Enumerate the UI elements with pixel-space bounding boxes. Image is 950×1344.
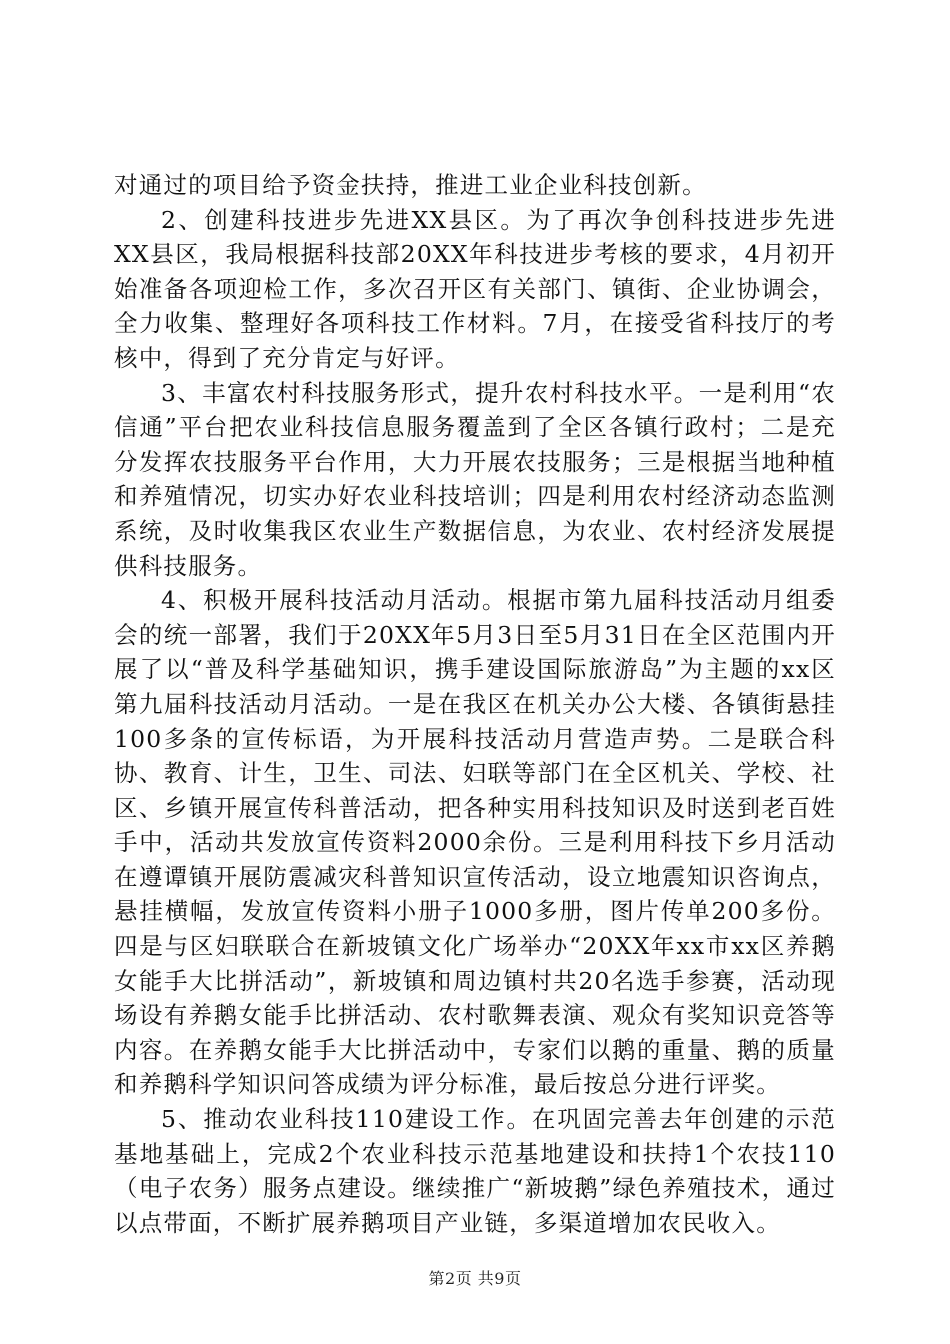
paragraph-continuation: 对通过的项目给予资金扶持，推进工业企业科技创新。 bbox=[114, 171, 707, 199]
paragraph-item-5: 5、推动农业科技110建设工作。在巩固完善去年创建的示范基地基础上，完成2个农业科技示范基地建设和扶持1个农技110（电子农务）服务点建设。继续推广“新坡鹅”绿色养殖技术，通过以点带面，不断扩展养鹅项目产业链，多渠道增加农民收入。 bbox=[114, 1105, 836, 1237]
paragraph-item-4: 4、积极开展科技活动月活动。根据市第九届科技活动月组委会的统一部署，我们于20XX年5月3日至5月31日在全区范围内开展了以“普及科学基础知识，携手建设国际旅游岛”为主题的xx区第九届科技活动月活动。一是在我区在机关办公大楼、各镇街悬挂100多条的宣传标语，为开展科技活动月营造声势。二是联合科协、教育、计生，卫生、司法、妇联等部门在全区机关、学校、社区、乡镇开展宣传科普活动，把各种实用科技知识及时送到老百姓手中，活动共发放宣传资料2000余份。三是利用科技下乡月活动在遵谭镇开展防震减灾科普知识宣传活动，设立地震知识咨询点，悬挂横幅，发放宣传资料小册子1000多册，图片传单200多份。四是与区妇联联合在新坡镇文化广场举办“20XX年xx市xx区养鹅女能手大比拼活动”，新坡镇和周边镇村共20名选手参赛，活动现场设有养鹅女能手比拼活动、农村歌舞表演、观众有奖知识竞答等内容。在养鹅女能手大比拼活动中，专家们以鹅的重量、鹅的质量和养鹅科学知识问答成绩为评分标准，最后按总分进行评奖。 bbox=[114, 586, 836, 1099]
paragraph-item-2: 2、创建科技进步先进XX县区。为了再次争创科技进步先进XX县区，我局根据科技部20XX年科技进步考核的要求，4月初开始准备各项迎检工作，多次召开区有关部门、镇街、企业协调会，全力收集、整理好各项科技工作材料。7月，在接受省科技厅的考核中，得到了充分肯定与好评。 bbox=[114, 205, 836, 372]
document-body bbox=[114, 168, 836, 1240]
page-number-footer: 第2页 共9页 bbox=[428, 1269, 522, 1288]
paragraph-item-3: 3、丰富农村科技服务形式，提升农村科技水平。一是利用“农信通”平台把农业科技信息服务覆盖到了全区各镇行政村；二是充分发挥农技服务平台作用，大力开展农技服务；三是根据当地种植和养殖情况，切实办好农业科技培训；四是利用农村经济动态监测系统，及时收集我区农业生产数据信息，为农业、农村经济发展提供科技服务。 bbox=[114, 378, 836, 580]
